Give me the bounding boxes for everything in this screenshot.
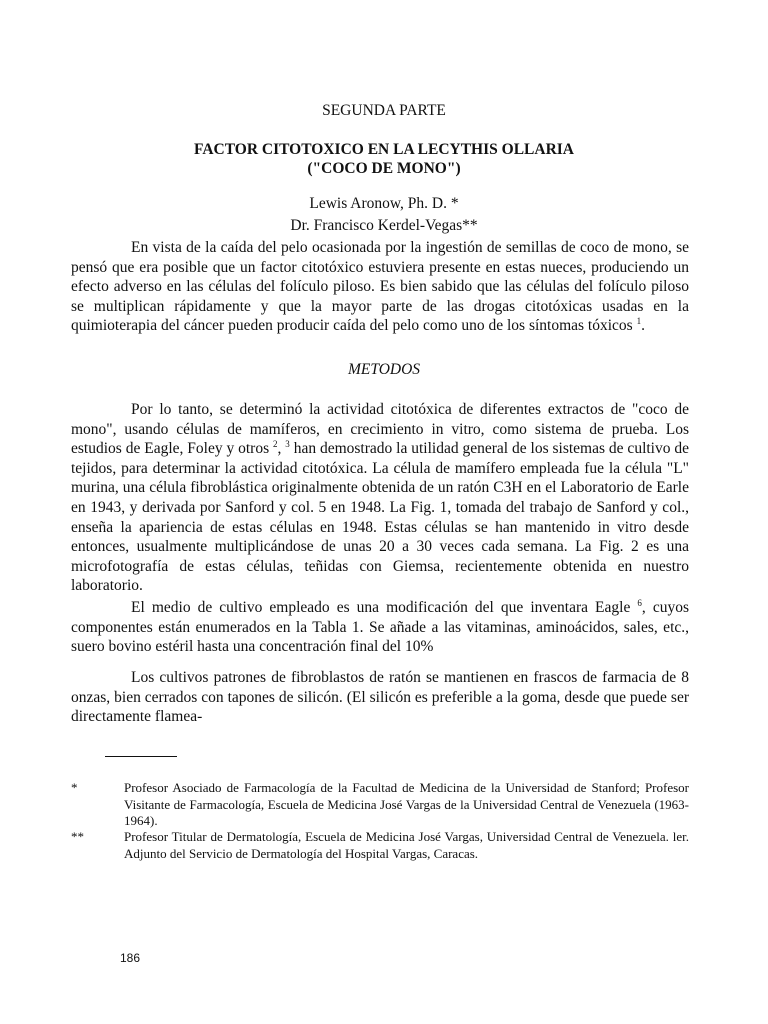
author-2: Dr. Francisco Kerdel-Vegas** bbox=[290, 217, 478, 234]
paragraph-3-text-a: El medio de cultivo empleado es una modificación del que inventara Eagle bbox=[131, 599, 638, 616]
footnote-1-mark: * bbox=[71, 780, 78, 795]
paragraph-1 bbox=[71, 238, 689, 336]
section-heading: METODOS bbox=[347, 361, 421, 378]
footnote-2-mark: ** bbox=[71, 829, 84, 844]
reference-separator: , bbox=[277, 440, 286, 458]
reference-2: 2 bbox=[273, 439, 278, 450]
paragraph-3-text-b: , cuyos componentes están enumerados en la Tabla 1. Se añade a las vitaminas, aminoácidos, sales, etc., suero bovino estéril hasta una concentración final del 10% bbox=[71, 599, 689, 656]
paragraph-2-text-a: Por lo tanto, se determinó la actividad citotóxica de diferentes extractos de "coco de mono", usando células de mamíferos, en crecimiento in vitro, como sistema de prueba. Los estudios de Eagle, Foley y otros bbox=[71, 401, 689, 458]
footnote-2-text: Profesor Titular de Dermatología, Escuela de Medicina José Vargas, Universidad Central de Venezuela. ler. Adjunto del Servicio de Dermatología del Hospital Vargas, Caracas. bbox=[124, 829, 689, 861]
article-title bbox=[0, 140, 768, 178]
author-1: Lewis Aronow, Ph. D. * bbox=[309, 195, 459, 212]
footnote-1 bbox=[71, 780, 689, 830]
footnote-2 bbox=[71, 829, 689, 862]
paragraph-4: Los cultivos patrones de fibroblastos de ratón se mantienen en frascos de farmacia de 8 onzas, bien cerrados con tapones de silicón. (El silicón es preferible a la goma, desde que puede ser directamente flamea- bbox=[71, 669, 689, 726]
reference-3: 3 bbox=[285, 439, 290, 450]
reference-6: 6 bbox=[637, 598, 642, 608]
page-number: 186 bbox=[120, 951, 141, 965]
paragraph-1-end: . bbox=[641, 317, 645, 335]
footnote-1-text: Profesor Asociado de Farmacología de la Facultad de Medicina de la Universidad de Stanford; Profesor Visitante de Farmacología, Escuela de Medicina José Vargas de la Universidad Central de Venezuela (1963-1964). bbox=[124, 780, 689, 828]
paragraph-2-text-b: han demostrado la utilidad general de los sistemas de cultivo de tejidos, para determinar la actividad citotóxica. La célula de mamífero empleada fue la célula "L" murina, una célula fibroblástica originalmente obtenida de un ratón C3H en el Laboratorio de Earle en 1943, y derivada por Sanford y col. 5 en 1948. La Fig. 1, tomada del trabajo de Sanford y col., enseña la apariencia de estas células en 1948. Estas células se han mantenido in vitro desde entonces, usualmente multiplicándose de unas 20 a 30 veces cada semana. La Fig. 2 es una microfotografía de estas células, teñidas con Giemsa, recientemente obtenida en nuestro laboratorio. bbox=[71, 440, 690, 595]
paragraph-1-text: En vista de la caída del pelo ocasionada por la ingestión de semillas de coco de mono, se pensó que era posible que un factor citotóxico estuviera presente en estas nueces, produciendo un efecto adverso en las células del folículo piloso. Es bien sabido que las células del folículo piloso se multiplican rápidamente y que la mayor parte de las drogas citotóxicas usadas en la quimioterapia del cáncer pueden producir caída del pelo como uno de los síntomas tóxicos bbox=[71, 239, 689, 335]
paragraph-2 bbox=[71, 400, 689, 596]
authors bbox=[0, 193, 768, 237]
paragraph-3 bbox=[71, 598, 689, 657]
part-heading: SEGUNDA PARTE bbox=[322, 102, 446, 119]
article-title-line2: ("COCO DE MONO") bbox=[307, 160, 461, 177]
article-title-line1: FACTOR CITOTOXICO EN LA LECYTHIS OLLARIA bbox=[194, 141, 574, 158]
reference-1: 1 bbox=[636, 316, 642, 327]
footnote-divider bbox=[105, 756, 177, 757]
